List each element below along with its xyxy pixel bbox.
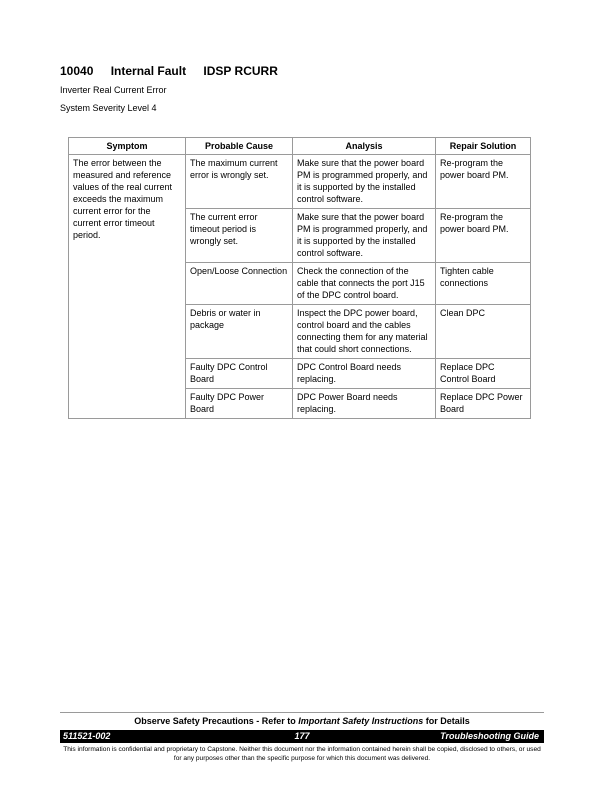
page-heading	[60, 64, 292, 78]
header-probable-cause: Probable Cause	[186, 138, 293, 155]
header-analysis: Analysis	[293, 138, 436, 155]
table-header-row	[69, 138, 531, 155]
analysis-cell: DPC Control Board needs replacing.	[293, 359, 436, 389]
fault-description: Inverter Real Current Error	[60, 85, 167, 95]
repair-cell: Tighten cable connections	[436, 263, 531, 305]
footer-bar	[60, 730, 544, 743]
repair-cell: Replace DPC Control Board	[436, 359, 531, 389]
fault-name: Internal Fault	[110, 64, 187, 78]
page-number: 177	[294, 731, 310, 741]
repair-cell: Re-program the power board PM.	[436, 155, 531, 209]
header-symptom: Symptom	[69, 138, 186, 155]
document-number: 511521-002	[63, 731, 111, 741]
cause-cell: Faulty DPC Power Board	[186, 389, 293, 419]
table-row	[69, 155, 531, 209]
cause-cell: The current error timeout period is wrongly set.	[186, 209, 293, 263]
analysis-cell: DPC Power Board needs replacing.	[293, 389, 436, 419]
analysis-cell: Check the connection of the cable that connects the port J15 of the DPC control board.	[293, 263, 436, 305]
cause-cell: The maximum current error is wrongly set.	[186, 155, 293, 209]
analysis-cell: Make sure that the power board PM is programmed properly, and it is supported by the installed control software.	[293, 155, 436, 209]
repair-cell: Clean DPC	[436, 305, 531, 359]
analysis-cell: Inspect the DPC power board, control board and the cables connecting them for any material that could short connections.	[293, 305, 436, 359]
analysis-cell: Make sure that the power board PM is programmed properly, and it is supported by the installed control software.	[293, 209, 436, 263]
fault-code: 10040	[60, 64, 94, 78]
cause-cell: Debris or water in package	[186, 305, 293, 359]
severity-level: System Severity Level 4	[60, 103, 157, 113]
troubleshooting-table	[68, 137, 531, 419]
safety-warning-pre: Observe Safety Precautions - Refer to	[134, 716, 299, 726]
safety-instructions-ref: Important Safety Instructions	[298, 716, 424, 726]
cause-cell: Open/Loose Connection	[186, 263, 293, 305]
repair-cell: Replace DPC Power Board	[436, 389, 531, 419]
symptom-cell: The error between the measured and reference values of the real current exceeds the maximum current error for the current error timeout period.	[69, 155, 186, 419]
header-repair-solution: Repair Solution	[436, 138, 531, 155]
repair-cell: Re-program the power board PM.	[436, 209, 531, 263]
cause-cell: Faulty DPC Control Board	[186, 359, 293, 389]
safety-warning	[60, 716, 544, 726]
footer-divider	[60, 712, 544, 713]
fault-id: IDSP RCURR	[203, 64, 278, 78]
guide-title: Troubleshooting Guide	[440, 731, 539, 741]
safety-warning-post: for Details	[423, 716, 470, 726]
confidentiality-notice: This information is confidential and proprietary to Capstone. Neither this document nor the information contained herein shall be copied, disclosed to others, or used for any purposes other than the specific purpose for which this document was delivered.	[63, 746, 541, 762]
